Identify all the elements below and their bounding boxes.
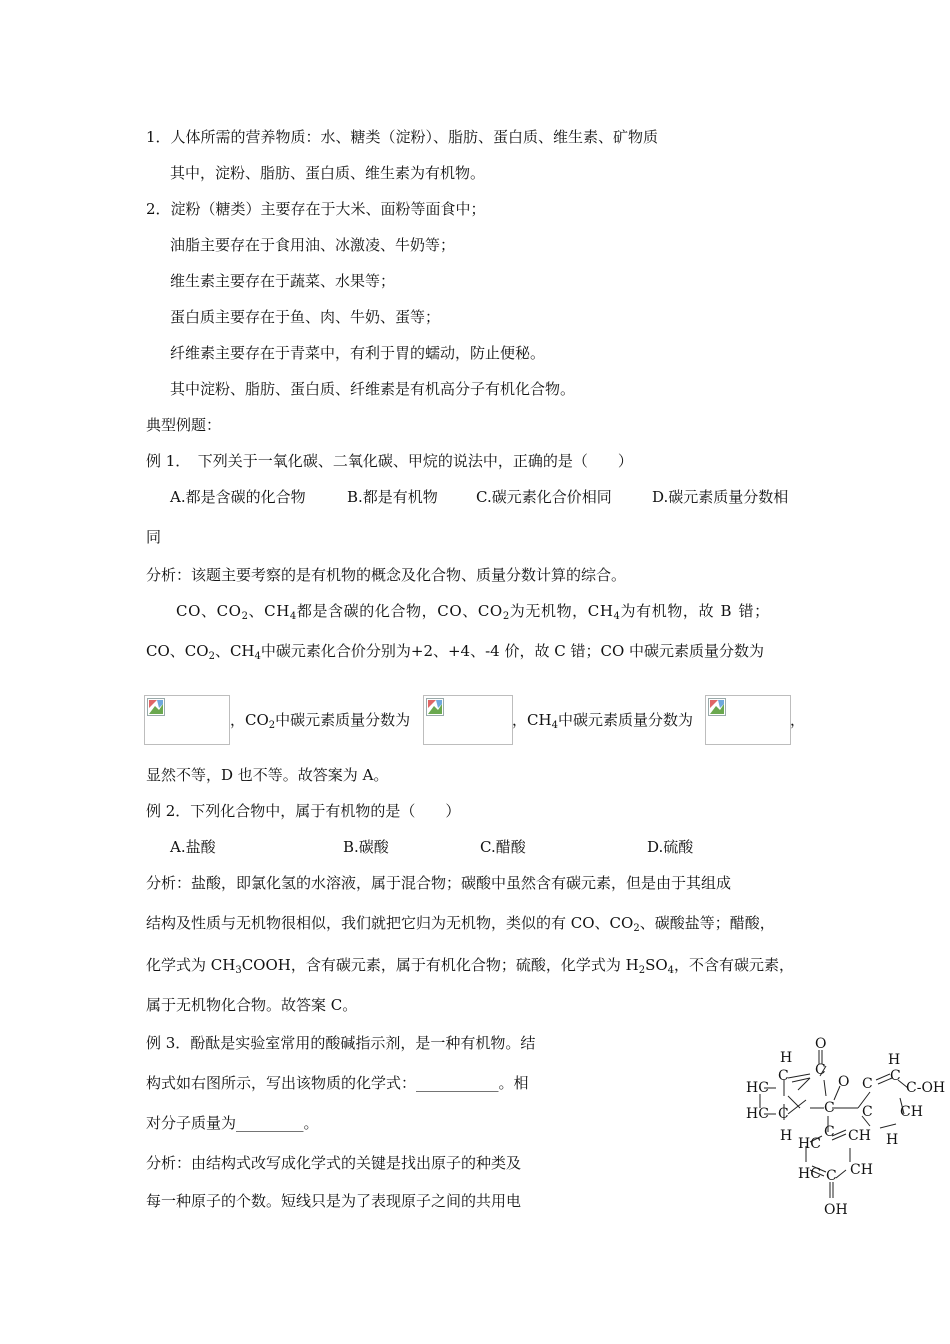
example-1-option-c: C.碳元素化合价相同 <box>476 488 612 506</box>
atom-c-right-1: C <box>862 1076 873 1092</box>
example-2-option-b: B.碳酸 <box>343 838 389 856</box>
example-1-analysis-line-5: 显然不等，D 也不等。故答案为 A。 <box>146 766 389 784</box>
example-1-analysis-line-3: CO、$CO_2$、$CH_4$中碳元素化合价分别为+2、+4、-4 价，故 C 错；CO 中碳元素质量分数为 <box>146 642 765 662</box>
atom-c-oh-right: C-OH <box>906 1080 946 1096</box>
example-2-analysis-line-2: 结构及性质与无机物很相似，我们就把它归为无机物，类似的有 CO、$CO_2$、碳酸盐等；醋酸， <box>146 914 775 934</box>
ch4-mass-fraction-formula-image <box>705 695 791 745</box>
point-2-line-1: 2．淀粉（糖类）主要存在于大米、面粉等面食中； <box>146 200 486 218</box>
atom-c-down-1: C <box>824 1124 835 1140</box>
point-2-line-5: 纤维素主要存在于青菜中，有利于胃的蠕动，防止便秘。 <box>170 344 546 362</box>
example-1-option-b: B.都是有机物 <box>347 488 438 506</box>
broken-image-icon <box>147 698 165 716</box>
example-3-line-4: 分析：由结构式改写成化学式的关键是找出原子的种类及 <box>146 1154 522 1172</box>
example-1-question: 例 1． 下列关于一氧化碳、二氧化碳、甲烷的说法中，正确的是（ ） <box>146 452 633 470</box>
atom-hc-left-2: HC <box>746 1106 769 1122</box>
example-1-option-a: A.都是含碳的化合物 <box>170 488 306 506</box>
example-2-option-a: A.盐酸 <box>170 838 216 856</box>
atom-c-left-2: C <box>778 1106 789 1122</box>
example-3-line-2: 构式如右图所示，写出该物质的化学式：___________。相 <box>146 1074 529 1092</box>
co-mass-fraction-formula-image <box>144 695 230 745</box>
atom-h-left-top: H <box>780 1050 793 1066</box>
phenolphthalein-structure-diagram <box>740 1036 946 1226</box>
atom-hc-down-1: HC <box>798 1136 821 1152</box>
atom-h-right-bottom: H <box>886 1132 899 1148</box>
example-1-analysis-line-2: CO、$CO_2$、$CH_4$都是含碳的化合物，CO、$CO_2$为无机物，$CH_4$为有机物，故 B 错； <box>176 602 770 622</box>
example-1-analysis-line-4-part-1: ，$CO_2$中碳元素质量分数为 <box>230 711 411 731</box>
point-2-line-6: 其中淀粉、脂肪、蛋白质、纤维素是有机高分子有机化合物。 <box>170 380 576 398</box>
example-3-line-5: 每一种原子的个数。短线只是为了表现原子之间的共用电 <box>146 1192 522 1210</box>
co2-mass-fraction-formula-image <box>423 695 513 745</box>
example-2-option-d: D.硫酸 <box>647 838 694 856</box>
example-3-line-1: 例 3．酚酞是实验室常用的酸碱指示剂，是一种有机物。结 <box>146 1034 536 1052</box>
atom-c-left-1: C <box>778 1068 789 1084</box>
atom-c-carbonyl: C <box>815 1062 826 1078</box>
atom-c-down-2: C <box>826 1168 837 1184</box>
example-2-analysis-line-1: 分析：盐酸，即氯化氢的水溶液，属于混合物；碳酸中虽然含有碳元素，但是由于其组成 <box>146 874 732 892</box>
atom-h-left-bottom: H <box>780 1128 793 1144</box>
atom-ch-down-2: CH <box>850 1162 873 1178</box>
atom-o-ring: O <box>838 1074 850 1090</box>
typical-examples-heading: 典型例题： <box>146 416 222 434</box>
atom-h-right-top: H <box>888 1052 901 1068</box>
point-1-line-2: 其中，淀粉、脂肪、蛋白质、维生素为有机物。 <box>170 164 486 182</box>
example-2-analysis-line-3: 化学式为 $CH_3COOH$，含有碳元素，属于有机化合物；硫酸，化学式为 $H_2SO_4$，不含有碳元素， <box>146 956 795 976</box>
example-1-analysis-line-4-part-2: ，$CH_4$中碳元素质量分数为 <box>512 711 693 731</box>
atom-c-center: C <box>824 1100 835 1116</box>
atom-c-right-3: C <box>862 1104 873 1120</box>
broken-image-icon <box>426 698 444 716</box>
point-1-line-1: 1．人体所需的营养物质：水、糖类（淀粉）、脂肪、蛋白质、维生素、矿物质 <box>146 128 659 146</box>
atom-ch-right: CH <box>900 1104 923 1120</box>
example-1-option-d-continued: 同 <box>146 528 162 546</box>
example-1-analysis-line-1: 分析：该题主要考察的是有机物的概念及化合物、质量分数计算的综合。 <box>146 566 627 584</box>
example-2-question: 例 2．下列化合物中，属于有机物的是（ ） <box>146 802 461 820</box>
example-3-line-3: 对分子质量为_________。 <box>146 1114 319 1132</box>
broken-image-icon <box>708 698 726 716</box>
atom-ch-down-1: CH <box>848 1128 871 1144</box>
atom-hc-left-1: HC <box>746 1080 769 1096</box>
point-2-line-3: 维生素主要存在于蔬菜、水果等； <box>170 272 396 290</box>
atom-o-carbonyl: O <box>815 1036 827 1052</box>
atom-oh-bottom: OH <box>824 1202 848 1218</box>
atom-c-right-2: C <box>890 1068 901 1084</box>
example-2-analysis-line-4: 属于无机物化合物。故答案 C。 <box>146 996 358 1014</box>
point-2-line-4: 蛋白质主要存在于鱼、肉、牛奶、蛋等； <box>170 308 441 326</box>
point-2-line-2: 油脂主要存在于食用油、冰激凌、牛奶等； <box>170 236 456 254</box>
example-1-analysis-line-4-part-3: ， <box>790 711 806 729</box>
example-2-option-c: C.醋酸 <box>480 838 526 856</box>
atom-hc-down-2: HC <box>798 1166 821 1182</box>
example-1-option-d: D.碳元素质量分数相 <box>652 488 789 506</box>
